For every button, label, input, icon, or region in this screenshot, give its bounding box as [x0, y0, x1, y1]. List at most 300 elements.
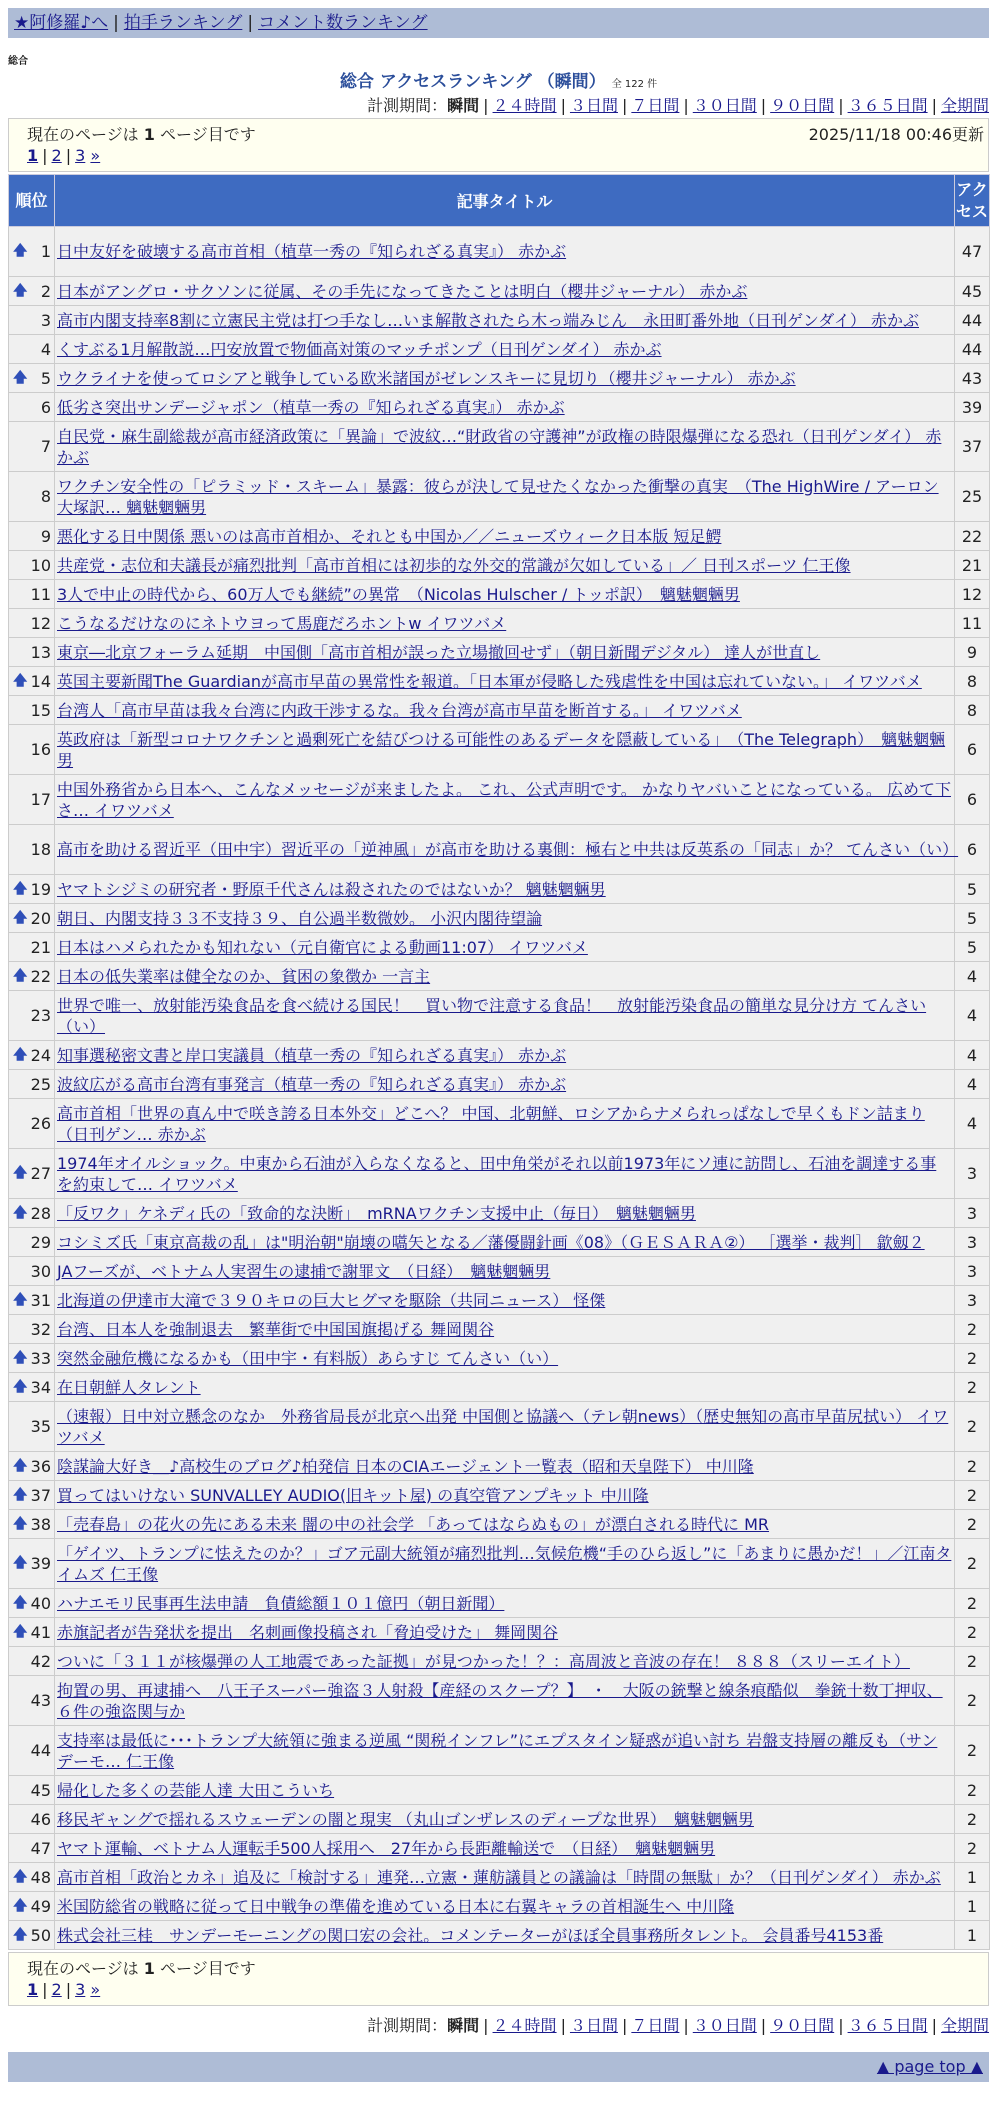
- rank-up-icon: 🡅: [13, 1349, 28, 1366]
- article-title-link[interactable]: 台湾、日本人を強制退去 繁華街で中国国旗掲げる 舞岡関谷: [57, 1319, 495, 1339]
- rank-number: 37: [30, 1485, 51, 1505]
- period-link[interactable]: ２４時間: [492, 2016, 557, 2035]
- rank-cell: [9, 1921, 55, 1950]
- rank-up-icon: 🡅: [13, 1515, 28, 1532]
- period-link[interactable]: ２４時間: [492, 96, 557, 115]
- access-count: 8: [955, 696, 990, 725]
- period-link[interactable]: ７日間: [631, 2016, 680, 2035]
- bottom-bar: [8, 2052, 989, 2082]
- table-row: [9, 1834, 990, 1863]
- article-title-link[interactable]: 台湾人「高市早苗は我々台湾に内政干渉するな。我々台湾が高市早苗を断首する。」 イワツバメ: [57, 700, 742, 720]
- title-cell: [55, 277, 955, 306]
- rank-cell: [9, 1589, 55, 1618]
- article-title-link[interactable]: 赤旗記者が告発状を提出 名刺画像投稿され「脅迫受けた」 舞岡関谷: [57, 1622, 559, 1642]
- rank-up-icon: 🡅: [13, 1868, 28, 1885]
- rank-up-icon: 🡅: [13, 909, 28, 926]
- access-count: 44: [955, 335, 990, 364]
- period-separator: |: [560, 96, 566, 115]
- page-info-prefix: 現在のページは: [27, 125, 144, 144]
- table-row: [9, 1452, 990, 1481]
- title-cell: [55, 1863, 955, 1892]
- rank-number: 17: [30, 790, 51, 809]
- page-link-current[interactable]: 1: [27, 146, 39, 165]
- access-count: 6: [955, 825, 990, 875]
- access-count: 3: [955, 1149, 990, 1199]
- rank-up-icon: 🡅: [13, 1486, 28, 1503]
- table-row: [9, 1344, 990, 1373]
- title-cell: [55, 1286, 955, 1315]
- title-cell: [55, 1373, 955, 1402]
- access-count: 3: [955, 1257, 990, 1286]
- title-cell: [55, 580, 955, 609]
- top-nav-bar: [8, 8, 989, 38]
- article-title-link[interactable]: 高市を助ける習近平（田中宇）習近平の「逆神風」が高市を助ける裏側：極右と中共は反英系の「同志」か？ てんさい（い）: [57, 840, 959, 859]
- table-row: [9, 580, 990, 609]
- table-row: [9, 522, 990, 551]
- table-row: [9, 1373, 990, 1402]
- article-title-link[interactable]: 中国外務省から日本へ、こんなメッセージが来ましたよ。 これ、公式声明です。 かなりヤバいことになっている。 広めて下さ… イワツバメ: [57, 779, 951, 820]
- table-row: [9, 1257, 990, 1286]
- period-link[interactable]: ９０日間: [770, 96, 835, 115]
- title-cell: [55, 1726, 955, 1776]
- rank-up-icon: 🡅: [13, 1046, 28, 1063]
- access-count: 4: [955, 1099, 990, 1149]
- rank-cell: [9, 725, 55, 775]
- rank-number: 9: [40, 526, 51, 546]
- table-row: [9, 227, 990, 277]
- access-count: 39: [955, 393, 990, 422]
- article-title-link[interactable]: くすぶる1月解散説…円安放置で物価高対策のマッチポンプ（日刊ゲンダイ） 赤かぶ: [57, 339, 662, 359]
- page-title: 総合 アクセスランキング （瞬間）: [339, 72, 606, 92]
- title-cell: [55, 1257, 955, 1286]
- rank-number: 43: [30, 1691, 51, 1710]
- rank-number: 25: [30, 1074, 51, 1094]
- rank-cell: [9, 306, 55, 335]
- period-separator: |: [838, 96, 844, 115]
- period-link[interactable]: ９０日間: [770, 2016, 835, 2035]
- period-separator: |: [483, 2016, 489, 2035]
- article-title-link[interactable]: ワクチン安全性の「ピラミッド・スキーム」暴露：彼らが決して見せたくなかった衝撃の真実 （The HighWire / アーロン大塚訳… 魑魅魍魎男: [57, 476, 939, 517]
- period-link[interactable]: ３日間: [569, 96, 618, 115]
- rank-up-icon: 🡅: [13, 672, 28, 689]
- access-count: 2: [955, 1539, 990, 1589]
- period-link[interactable]: ３日間: [569, 2016, 618, 2035]
- rank-cell: [9, 1344, 55, 1373]
- page-link-current[interactable]: 1: [27, 1980, 39, 1999]
- access-count: 2: [955, 1726, 990, 1776]
- title-cell: [55, 1776, 955, 1805]
- rank-column-header: 順位: [9, 175, 55, 227]
- rank-number: 18: [30, 840, 51, 859]
- access-count: 3: [955, 1228, 990, 1257]
- article-title-link[interactable]: ウクライナを使ってロシアと戦争している欧米諸国がゼレンスキーに見切り（櫻井ジャーナル） 赤かぶ: [57, 368, 796, 388]
- title-column-header: 記事タイトル: [55, 175, 955, 227]
- title-cell: [55, 667, 955, 696]
- rank-number: 5: [40, 368, 51, 388]
- title-cell: [55, 1892, 955, 1921]
- rank-number: 14: [30, 671, 51, 691]
- title-cell: [55, 1481, 955, 1510]
- nav-separator: |: [247, 13, 254, 33]
- rank-up-icon: 🡅: [13, 282, 28, 299]
- article-title-link[interactable]: 「売春島」の花火の先にある未来 闇の中の社会学 「あってはならぬもの」が漂白される時代に MR: [57, 1514, 770, 1534]
- rank-number: 10: [30, 555, 51, 575]
- access-count: 2: [955, 1510, 990, 1539]
- article-title-link[interactable]: 日本の低失業率は健全なのか、貧困の象徴か 一言主: [57, 966, 431, 986]
- article-title-link[interactable]: JAフーズが、ベトナム人実習生の逮捕で謝罪文 （日経） 魑魅魍魎男: [57, 1261, 551, 1281]
- period-separator: |: [838, 2016, 844, 2035]
- article-title-link[interactable]: 移民ギャングで揺れるスウェーデンの闇と現実 （丸山ゴンザレスのディープな世界） 魑魅魍魎男: [57, 1809, 754, 1829]
- clap-ranking-link[interactable]: 拍手ランキング: [123, 13, 243, 33]
- rank-number: 23: [30, 1006, 51, 1025]
- title-cell: [55, 1315, 955, 1344]
- next-page-link[interactable]: »: [90, 146, 101, 165]
- table-row: [9, 1921, 990, 1950]
- article-title-link[interactable]: 知事選秘密文書と岸口実議員（植草一秀の『知られざる真実』） 赤かぶ: [57, 1045, 567, 1065]
- rank-number: 34: [30, 1377, 51, 1397]
- access-count: 4: [955, 991, 990, 1041]
- access-count: 2: [955, 1315, 990, 1344]
- title-cell: [55, 472, 955, 522]
- table-row: [9, 1589, 990, 1618]
- article-title-link[interactable]: 日中友好を破壊する高市首相（植草一秀の『知られざる真実』） 赤かぶ: [57, 242, 567, 261]
- rank-number: 42: [30, 1651, 51, 1671]
- table-row: [9, 875, 990, 904]
- title-cell: [55, 1618, 955, 1647]
- rank-cell: [9, 933, 55, 962]
- period-separator: |: [683, 96, 689, 115]
- access-count: 21: [955, 551, 990, 580]
- article-title-link[interactable]: ヤマト運輸、ベトナム人運転手500人採用へ 27年から長距離輸送で （日経） 魑魅魍魎男: [57, 1838, 716, 1858]
- access-count: 2: [955, 1481, 990, 1510]
- rank-number: 13: [30, 642, 51, 662]
- title-cell: [55, 306, 955, 335]
- table-row: [9, 1863, 990, 1892]
- access-count: 2: [955, 1373, 990, 1402]
- period-separator: |: [483, 96, 489, 115]
- rank-cell: [9, 1834, 55, 1863]
- rank-cell: [9, 522, 55, 551]
- article-title-link[interactable]: 北海道の伊達市大滝で３９０キロの巨大ヒグマを駆除（共同ニュース） 怪傑: [57, 1290, 606, 1310]
- article-title-link[interactable]: 英政府は「新型コロナワクチンと過剰死亡を結びつける可能性のあるデータを隠蔽している」 （The Telegraph） 魑魅魍魎男: [57, 729, 946, 770]
- table-row: [9, 1070, 990, 1099]
- access-count: 3: [955, 1199, 990, 1228]
- article-title-link[interactable]: 陰謀論大好き＿♪高校生のブログ♪柏発信 日本のCIAエージェント一覧表（昭和天皇陛下） 中川隆: [57, 1456, 754, 1476]
- rank-cell: [9, 962, 55, 991]
- page-link[interactable]: 3: [75, 146, 86, 165]
- title-cell: [55, 522, 955, 551]
- article-title-link[interactable]: 「反ワク」ケネディ氏の「致命的な決断」 mRNAワクチン支援中止（毎日） 魑魅魍魎男: [57, 1203, 696, 1223]
- table-row: [9, 904, 990, 933]
- table-row: [9, 962, 990, 991]
- rank-cell: [9, 472, 55, 522]
- rank-number: 1: [40, 242, 51, 261]
- rank-up-icon: 🡅: [13, 1204, 28, 1221]
- table-row: [9, 306, 990, 335]
- rank-cell: [9, 277, 55, 306]
- table-row: [9, 551, 990, 580]
- rank-number: 36: [30, 1456, 51, 1476]
- article-title-link[interactable]: 日本がアングロ・サクソンに従属、その手先になってきたことは明白（櫻井ジャーナル） 赤かぶ: [57, 281, 748, 301]
- access-count: 2: [955, 1776, 990, 1805]
- rank-number: 38: [30, 1514, 51, 1534]
- table-row: [9, 1647, 990, 1676]
- period-separator: |: [621, 96, 628, 115]
- table-row: [9, 1726, 990, 1776]
- access-count: 4: [955, 1041, 990, 1070]
- rank-cell: [9, 1510, 55, 1539]
- table-row: [9, 393, 990, 422]
- article-title-link[interactable]: 波紋広がる高市台湾有事発言（植草一秀の『知られざる真実』） 赤かぶ: [57, 1074, 567, 1094]
- article-title-link[interactable]: 低劣さ突出サンデージャポン（植草一秀の『知られざる真実』） 赤かぶ: [57, 397, 565, 417]
- page-info-number: 1: [143, 1959, 155, 1978]
- article-title-link[interactable]: 東京―北京フォーラム延期 中国側「高市首相が誤った立場撤回せず」（朝日新聞デジタル） 達人が世直し: [57, 642, 821, 662]
- rank-number: 40: [30, 1593, 51, 1613]
- rank-cell: [9, 1199, 55, 1228]
- article-title-link[interactable]: （速報）日中対立懸念のなか 外務省局長が北京へ出発 中国側と協議へ（テレ朝news）（歴史無知の高市早苗尻拭い） イワツバメ: [57, 1406, 949, 1447]
- rank-cell: [9, 638, 55, 667]
- rank-number: 7: [40, 437, 51, 456]
- title-cell: [55, 962, 955, 991]
- title-cell: [55, 1099, 955, 1149]
- access-count: 4: [955, 1070, 990, 1099]
- section-label: 総合: [8, 56, 28, 67]
- rank-cell: [9, 1539, 55, 1589]
- rank-up-icon: 🡅: [13, 967, 28, 984]
- pager-separator: |: [65, 146, 72, 165]
- rank-cell: [9, 1228, 55, 1257]
- period-link[interactable]: 全期間: [940, 96, 989, 115]
- article-title-link[interactable]: 3人で中止の時代から、60万人でも継続”の異常 （Nicolas Hulscher / トッポ訳） 魑魅魍魎男: [57, 584, 740, 604]
- rank-number: 44: [30, 1741, 51, 1760]
- access-count: 9: [955, 638, 990, 667]
- table-row: [9, 1618, 990, 1647]
- title-cell: [55, 1805, 955, 1834]
- rank-cell: [9, 1315, 55, 1344]
- access-count: 2: [955, 1618, 990, 1647]
- period-link[interactable]: 全期間: [940, 2016, 989, 2035]
- access-count: 2: [955, 1589, 990, 1618]
- access-count: 5: [955, 904, 990, 933]
- rank-up-icon: 🡅: [13, 880, 28, 897]
- rank-cell: [9, 1618, 55, 1647]
- article-title-link[interactable]: 帰化した多くの芸能人達 大田こういち: [57, 1780, 335, 1800]
- access-count: 5: [955, 875, 990, 904]
- period-link[interactable]: ３６５日間: [847, 2016, 928, 2035]
- title-cell: [55, 638, 955, 667]
- table-row: [9, 609, 990, 638]
- total-count: 全 122 件: [611, 79, 658, 90]
- title-cell: [55, 1228, 955, 1257]
- article-title-link[interactable]: ハナエモリ民事再生法申請 負債総額１０１億円（朝日新聞）: [57, 1593, 505, 1613]
- rank-number: 39: [30, 1554, 51, 1573]
- rank-cell: [9, 875, 55, 904]
- pagination: [27, 146, 100, 165]
- title-cell: [55, 1834, 955, 1863]
- rank-number: 28: [30, 1203, 51, 1223]
- article-title-link[interactable]: 英国主要新聞The Guardianが高市早苗の異常性を報道。「日本軍が侵略した残虐性を中国は忘れていない。」 イワツバメ: [57, 671, 922, 691]
- rank-cell: [9, 1481, 55, 1510]
- rank-number: 20: [30, 908, 51, 928]
- table-row: [9, 472, 990, 522]
- rank-cell: [9, 1452, 55, 1481]
- updated-timestamp: 2025/11/18 00:46更新: [808, 125, 984, 144]
- access-count: 45: [955, 277, 990, 306]
- article-title-link[interactable]: 在日朝鮮人タレント: [57, 1377, 201, 1397]
- period-separator: |: [760, 2016, 767, 2035]
- title-cell: [55, 551, 955, 580]
- rank-number: 22: [30, 966, 51, 986]
- article-title-link[interactable]: ついに「３１１が核爆弾の人工地震であった証拠」が見つかった！？：高周波と音波の存在！ ８８８（スリーエイト）: [57, 1651, 910, 1671]
- title-cell: [55, 1199, 955, 1228]
- title-cell: [55, 335, 955, 364]
- table-row: [9, 1481, 990, 1510]
- ranking-table: [8, 174, 990, 1950]
- page-link[interactable]: 3: [75, 1980, 86, 1999]
- access-count: 22: [955, 522, 990, 551]
- rank-cell: [9, 1726, 55, 1776]
- article-title-link[interactable]: 支持率は最低に･･･トランプ大統領に強まる逆風 “関税インフレ”にエプスタイン疑惑が追い討ち 岩盤支持層の離反も（サンデーモ… 仁王像: [57, 1730, 938, 1771]
- table-row: [9, 1199, 990, 1228]
- article-title-link[interactable]: 株式会社三桂 サンデーモーニングの関口宏の会社。コメンテーターがほぼ全員事務所タレント。 会員番号4153番: [57, 1925, 884, 1945]
- rank-cell: [9, 1776, 55, 1805]
- access-count: 2: [955, 1344, 990, 1373]
- table-row: [9, 991, 990, 1041]
- article-title-link[interactable]: 朝日、内閣支持３３不支持３９、自公過半数微妙。 小沢内閣待望論: [57, 908, 543, 928]
- access-count: 2: [955, 1647, 990, 1676]
- article-title-link[interactable]: 高市内閣支持率8割に立憲民主党は打つ手なし…いま解散されたら木っ端みじん 永田町番外地（日刊ゲンダイ） 赤かぶ: [57, 310, 919, 330]
- rank-cell: [9, 775, 55, 825]
- rank-number: 30: [30, 1261, 51, 1281]
- article-title-link[interactable]: 自民党・麻生副総裁が高市経済政策に「異論」で波紋…“財政省の守護神”が政権の時限爆弾になる恐れ（日刊ゲンダイ） 赤かぶ: [57, 426, 942, 467]
- rank-up-icon: 🡅: [13, 1623, 28, 1640]
- current-page-info-bottom: [27, 1956, 256, 1979]
- next-page-link[interactable]: »: [90, 1980, 101, 1999]
- period-link[interactable]: ７日間: [631, 96, 680, 115]
- article-title-link[interactable]: 世界で唯一、放射能汚染食品を食べ続ける国民！ 買い物で注意する食品！ 放射能汚染食品の簡単な見分け方 てんさい（い）: [57, 995, 927, 1036]
- rank-cell: [9, 1805, 55, 1834]
- home-link[interactable]: ★阿修羅♪へ: [14, 13, 109, 33]
- title-cell: [55, 696, 955, 725]
- period-current: 瞬間: [447, 2016, 480, 2035]
- access-count: 25: [955, 472, 990, 522]
- rank-number: 35: [30, 1417, 51, 1436]
- table-row: [9, 335, 990, 364]
- rank-cell: [9, 393, 55, 422]
- article-title-link[interactable]: 高市首相「政治とカネ」追及に「検討する」連発…立憲・蓮舫議員との議論は「時間の無駄」か？（日刊ゲンダイ） 赤かぶ: [57, 1867, 941, 1887]
- rank-up-icon: 🡅: [13, 369, 28, 386]
- rank-number: 49: [30, 1896, 51, 1916]
- page-info-suffix: ページ目です: [154, 125, 256, 144]
- table-row: [9, 1805, 990, 1834]
- access-count: 2: [955, 1834, 990, 1863]
- rank-number: 50: [30, 1925, 51, 1945]
- rank-number: 6: [40, 397, 51, 417]
- access-count: 2: [955, 1452, 990, 1481]
- period-separator: |: [931, 96, 937, 115]
- rank-up-icon: 🡅: [13, 1165, 28, 1181]
- article-title-link[interactable]: 共産党・志位和夫議長が痛烈批判「高市首相には初歩的な外交的常識が欠如している」／ 日刊スポーツ 仁王像: [57, 555, 851, 575]
- rank-number: 8: [40, 487, 51, 506]
- period-separator: |: [760, 96, 767, 115]
- article-title-link[interactable]: 拘置の男、再逮捕へ 八王子スーパー強盗３人射殺【産経のスクープ？】 ・ 大阪の銃撃と線条痕酷似 拳銃十数丁押収、６件の強盗関与か: [57, 1680, 943, 1721]
- rank-number: 27: [30, 1164, 51, 1183]
- article-title-link[interactable]: コシミズ氏「東京高裁の乱」は"明治朝"崩壊の嚆矢となる／藩優闘針画《08》（ＧＥＳＡＲＡ②） ［選挙・裁判］ 歙劔２: [57, 1232, 925, 1252]
- article-title-link[interactable]: 突然金融危機になるかも（田中宇・有料版）あらすじ てんさい（い）: [57, 1348, 559, 1368]
- period-link[interactable]: ３０日間: [692, 2016, 757, 2035]
- article-title-link[interactable]: こうなるだけなのにネトウヨって馬鹿だろホントw イワツバメ: [57, 613, 507, 633]
- table-row: [9, 1315, 990, 1344]
- rank-cell: [9, 696, 55, 725]
- table-row: [9, 667, 990, 696]
- access-count: 1: [955, 1921, 990, 1950]
- period-separator: |: [683, 2016, 689, 2035]
- title-cell: [55, 775, 955, 825]
- table-row: [9, 1676, 990, 1726]
- title-cell: [55, 904, 955, 933]
- table-row: [9, 775, 990, 825]
- rank-cell: [9, 1099, 55, 1149]
- rank-number: 41: [30, 1622, 51, 1642]
- access-count: 2: [955, 1676, 990, 1726]
- rank-number: 45: [30, 1780, 51, 1800]
- title-cell: [55, 1402, 955, 1452]
- pager-separator: |: [42, 146, 48, 165]
- period-separator: |: [621, 2016, 628, 2035]
- rank-cell: [9, 825, 55, 875]
- rank-number: 32: [30, 1319, 51, 1339]
- table-row: [9, 1041, 990, 1070]
- rank-up-icon: 🡅: [13, 243, 28, 259]
- rank-cell: [9, 227, 55, 277]
- title-cell: [55, 422, 955, 472]
- access-count: 6: [955, 775, 990, 825]
- page-info-suffix: ページ目です: [154, 1959, 256, 1978]
- rank-cell: [9, 1892, 55, 1921]
- table-row: [9, 933, 990, 962]
- page-info-prefix: 現在のページは: [27, 1959, 144, 1978]
- table-row: [9, 825, 990, 875]
- table-row: [9, 1510, 990, 1539]
- period-link[interactable]: ３０日間: [692, 96, 757, 115]
- article-title-link[interactable]: 買ってはいけない SUNVALLEY AUDIO(旧キット屋) の真空管アンプキット 中川隆: [57, 1485, 649, 1505]
- access-count: 1: [955, 1863, 990, 1892]
- article-title-link[interactable]: 悪化する日中関係 悪いのは高市首相か、それとも中国か／／ニューズウィーク日本版 短足鰐: [57, 526, 722, 546]
- comment-ranking-link[interactable]: コメント数ランキング: [258, 13, 428, 33]
- rank-cell: [9, 335, 55, 364]
- page-top-link[interactable]: ▲ page top ▲: [876, 2057, 983, 2076]
- article-title-link[interactable]: 米国防総省の戦略に従って日中戦争の準備を進めている日本に右翼キャラの首相誕生へ 中川隆: [57, 1896, 735, 1916]
- article-title-link[interactable]: 「ゲイツ、トランプに怯えたのか？」ゴア元副大統領が痛烈批判…気候危機“手のひら返し”に「あまりに愚かだ！」／江南タイムズ 仁王像: [57, 1543, 952, 1584]
- page-link[interactable]: 2: [51, 1980, 62, 1999]
- title-cell: [55, 1149, 955, 1199]
- title-cell: [55, 1676, 955, 1726]
- article-title-link[interactable]: 日本はハメられたかも知れない（元自衛官による動画11:07） イワツバメ: [57, 937, 588, 957]
- period-selector: [8, 94, 989, 118]
- rank-number: 3: [40, 310, 51, 330]
- pagination-bottom: [27, 1980, 100, 1999]
- article-title-link[interactable]: 1974年オイルショック。中東から石油が入らなくなると、田中角栄がそれ以前1973年にソ連に訪問し、石油を調達する事を約束して… イワツバメ: [57, 1153, 937, 1194]
- page-link[interactable]: 2: [51, 146, 62, 165]
- rank-number: 21: [30, 937, 51, 957]
- title-cell: [55, 364, 955, 393]
- article-title-link[interactable]: ヤマトシジミの研究者・野原千代さんは殺されたのではないか？ 魑魅魍魎男: [57, 879, 606, 899]
- period-label: 計測期間：: [367, 96, 448, 115]
- current-page-info: [27, 122, 256, 145]
- article-title-link[interactable]: 高市首相「世界の真ん中で咲き誇る日本外交」どこへ？ 中国、北朝鮮、ロシアからナメられっぱなしで早くもドン詰まり（日刊ゲン… 赤かぶ: [57, 1103, 925, 1144]
- access-count: 11: [955, 609, 990, 638]
- period-link[interactable]: ３６５日間: [847, 96, 928, 115]
